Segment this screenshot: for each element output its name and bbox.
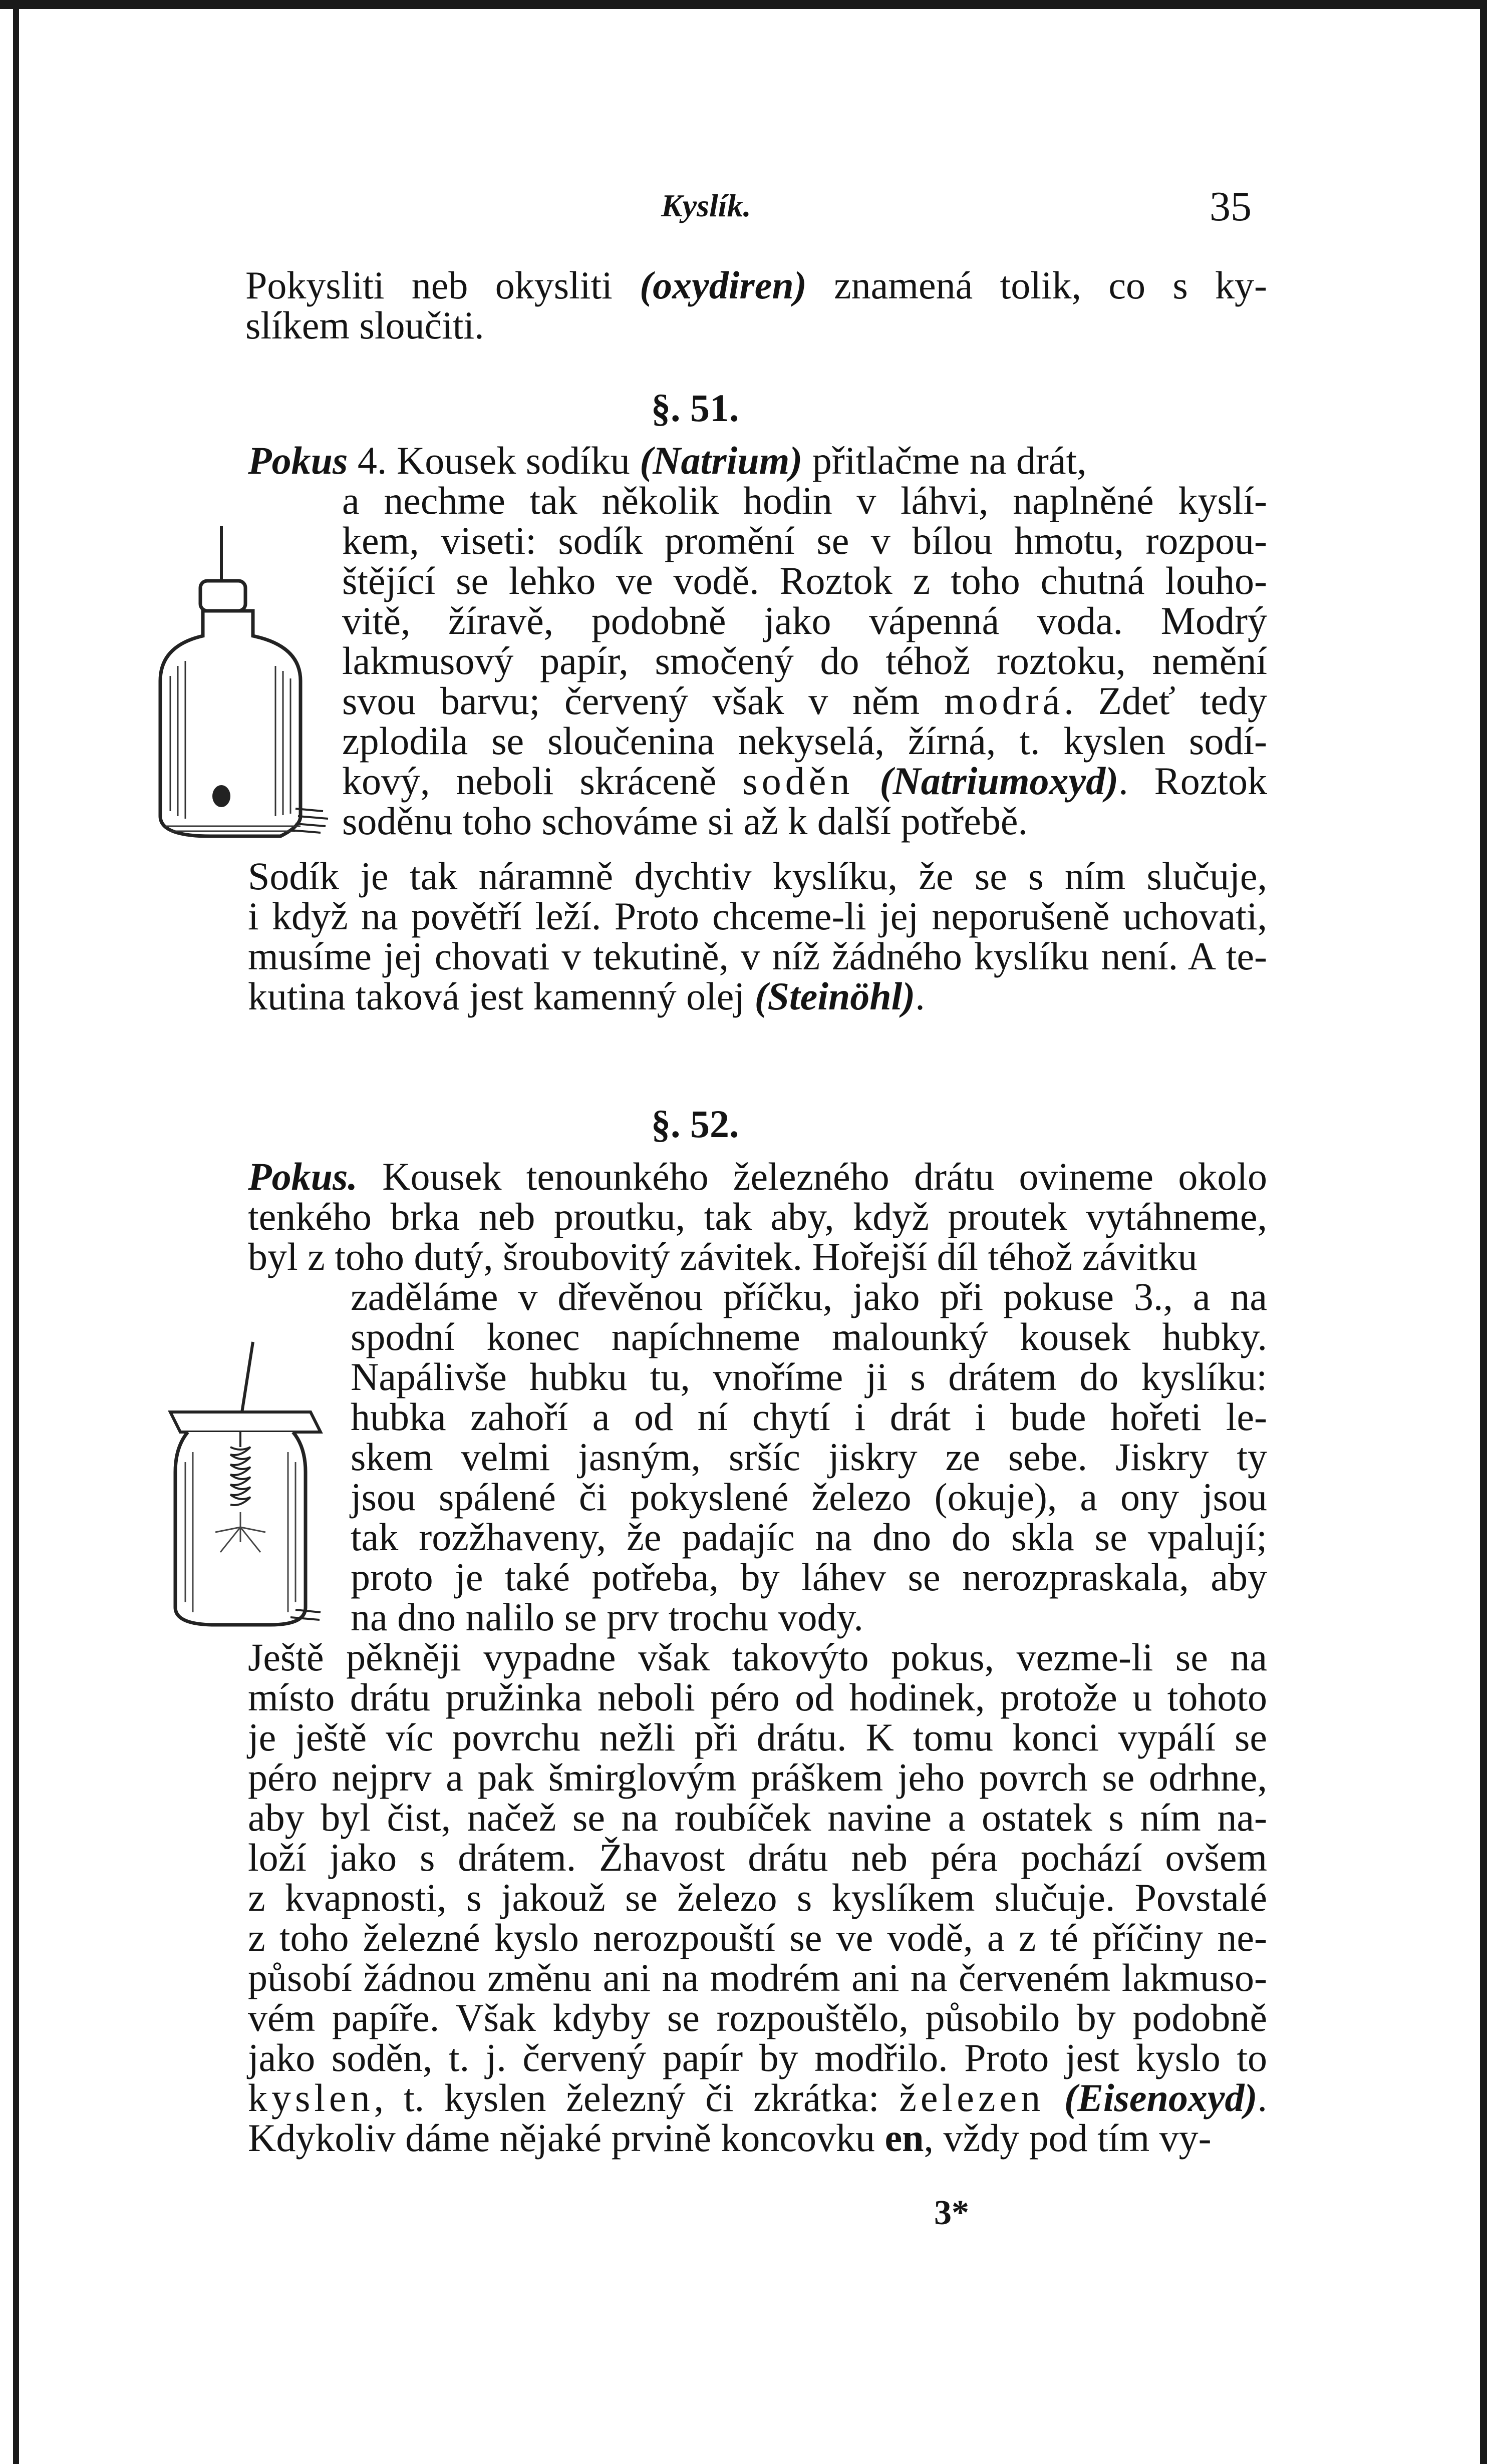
text-line: jsou spálené či pokyslené železo (okuje), a ony jsou	[351, 1475, 1267, 1519]
italic-term: (Natrium)	[640, 439, 803, 482]
text-line: lakmusový papír, smočený do téhož roztoku, nemění	[342, 639, 1267, 682]
text-line: Pokysliti neb okysliti (oxydiren) znamená tolik, co s ky-	[245, 263, 1267, 307]
text-line: loží jako s drátem. Žhavost drátu neb péra pochází ovšem	[248, 1836, 1267, 1879]
bold-term: Pokus.	[248, 1155, 358, 1198]
text-line: Kdykoliv dáme nějaké prvině koncovku en, vždy pod tím vy-	[248, 2116, 1212, 2160]
text-line: Pokus 4. Kousek sodíku (Natrium) přitlačme na drát,	[248, 439, 1087, 482]
intro-paragraph	[245, 265, 1267, 345]
section-52-wrapped-text	[351, 1277, 1267, 1637]
text-line: kyslen, t. kyslen železný či zkrátka: železen (Eisenoxyd).	[248, 2076, 1268, 2120]
text-line: místo drátu pružinka neboli péro od hodinek, protože u tohoto	[248, 1675, 1267, 1719]
text-line: Pokus. Kousek tenounkého železného drátu ovineme okolo	[248, 1155, 1267, 1198]
section-51-heading: §. 51.	[651, 386, 739, 430]
page-edge-right	[1480, 0, 1487, 2464]
signature-mark: 3*	[934, 2194, 969, 2232]
text-line: kový, neboli skráceně soděn (Natriumoxyd). Roztok	[342, 759, 1267, 803]
text-line: byl z toho dutý, šroubovitý závitek. Hořejší díl téhož závitku	[248, 1235, 1198, 1278]
spaced-term: soděn	[742, 759, 854, 803]
text-line: soděnu toho schováme si až k další potřebě.	[342, 799, 1028, 843]
italic-term: (oxydiren)	[640, 263, 807, 307]
text-line: z toho železné kyslo nerozpouští se ve vodě, a z té příčiny ne-	[248, 1916, 1267, 1959]
page-edge-top	[0, 0, 1487, 9]
text-line: Ještě pěkněji vypadne však takovýto pokus, vezme-li se na	[248, 1635, 1267, 1679]
section-52-continuation	[160, 1637, 1267, 2158]
text-line: i když na povětří leží. Proto chceme-li jej neporušeně uchovati,	[248, 894, 1267, 938]
text-line: zaděláme v dřevěnou příčku, jako při pokuse 3., a na	[351, 1275, 1267, 1318]
text-line: musíme jej chovati v tekutině, v níž žádného kyslíku není. A te-	[248, 934, 1267, 978]
text-line: vém papíře. Však kdyby se rozpouštělo, působilo by podobně	[248, 1996, 1267, 2039]
text-line: tenkého brka neb proutku, tak aby, když proutek vytáhneme,	[248, 1195, 1267, 1238]
text-line: z kvapnosti, s jakouž se železo s kyslíkem slučuje. Povstalé	[248, 1876, 1267, 1919]
text-line: aby byl čist, načež se na roubíček navine a ostatek s ním na-	[248, 1796, 1267, 1839]
spaced-term: kyslen	[248, 2076, 374, 2120]
bold-term: en	[884, 2116, 924, 2160]
text-line: tak rozžhaveny, že padajíc na dno do skla se vpalují;	[351, 1515, 1267, 1559]
bold-term: Pokus	[248, 439, 348, 482]
text-line: kem, viseti: sodík promění se v bílou hmotu, rozpou-	[342, 519, 1267, 562]
text-line: a nechme tak několik hodin v láhvi, naplněné kyslí-	[342, 479, 1267, 522]
text-line: zplodila se sloučenina nekyselá, žírná, t. kyslen sodí-	[342, 719, 1267, 763]
running-title: Kyslík.	[661, 188, 751, 223]
text-line: působí žádnou změnu ani na modrém ani na červeném lakmuso-	[248, 1956, 1267, 1999]
text-line: vitě, žíravě, podobně jako vápenná voda. Modrý	[342, 599, 1267, 642]
text-line: na dno nalilo se prv trochu vody.	[351, 1595, 863, 1639]
text-line: proto je také potřeba, by láhev se nerozpraskala, aby	[351, 1555, 1267, 1599]
text-line: svou barvu; červený však v něm modrá. Zdeť tedy	[342, 679, 1267, 723]
spaced-term: železen	[899, 2076, 1045, 2120]
text-line: kutina taková jest kamenný olej (Steinöhl).	[248, 974, 925, 1018]
italic-term: (Steinöhl)	[754, 974, 916, 1018]
text-line: Napálivše hubku tu, vnoříme ji s drátem do kyslíku:	[351, 1355, 1267, 1398]
text-line: hubka zahoří a od ní chytí i drát i bude hořeti le-	[351, 1395, 1267, 1439]
text-line: skem velmi jasným, sršíc jiskry ze sebe. Jiskry ty	[351, 1435, 1267, 1479]
section-52-heading: §. 52.	[651, 1102, 739, 1146]
bottle-with-sodium-figure	[150, 516, 331, 841]
text-line: péro nejprv a pak šmirglovým práškem jeho povrch se odrhne,	[248, 1755, 1267, 1799]
text-line: je ještě víc povrchu nežli při drátu. K tomu konci vypálí se	[248, 1715, 1267, 1759]
text-line: štějící se lehko ve vodě. Roztok z toho chutná louho-	[342, 559, 1267, 602]
page-edge-left	[13, 0, 19, 2464]
text-line: spodní konec napíchneme malounký kousek hubky.	[351, 1315, 1267, 1358]
section-51-wrapped-text	[342, 481, 1267, 841]
running-header	[0, 185, 1487, 240]
section-51-first-line	[248, 441, 1267, 481]
jar-with-burning-wire-figure	[160, 1332, 326, 1632]
italic-term: (Natriumoxyd)	[879, 759, 1119, 803]
text-line: jako soděn, t. j. červený papír by modřilo. Proto jest kyslo to	[248, 2036, 1267, 2079]
section-51-continuation	[160, 856, 1267, 1016]
section-52-full-lines	[160, 1157, 1267, 1277]
page-number: 35	[1210, 183, 1252, 230]
text-line: Sodík je tak náramně dychtiv kyslíku, že se s ním slučuje,	[248, 854, 1267, 898]
italic-term: (Eisenoxyd)	[1064, 2076, 1258, 2120]
text-line: slíkem sloučiti.	[245, 303, 484, 347]
spaced-term: modrá	[944, 679, 1064, 723]
